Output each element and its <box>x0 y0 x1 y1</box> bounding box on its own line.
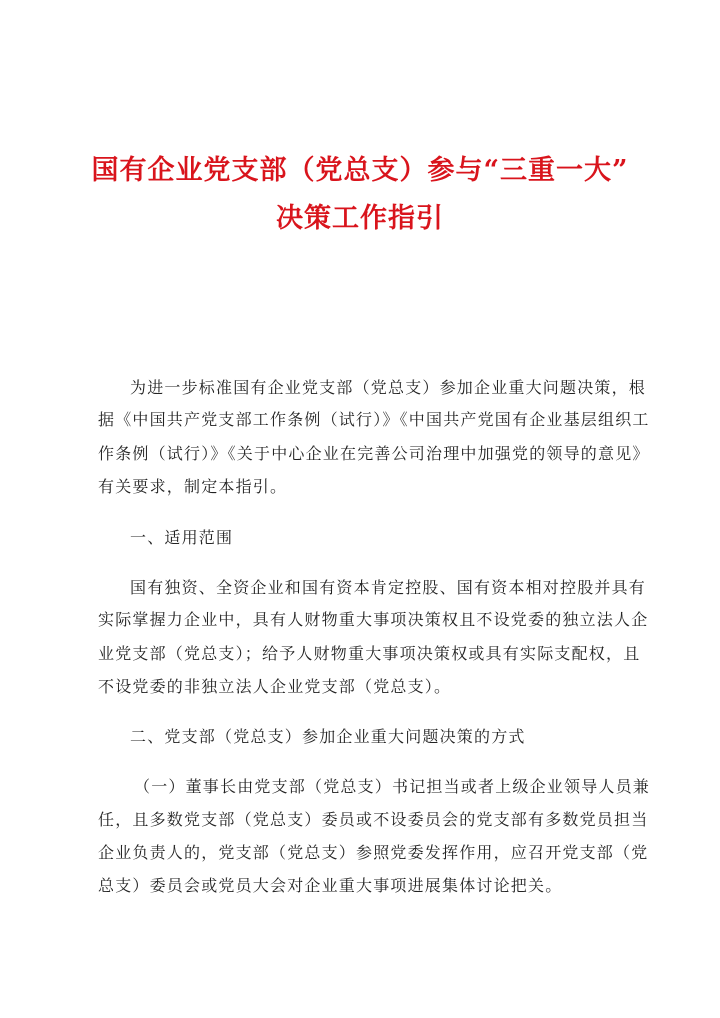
paragraph-intro-line: 作条例（试行）》《关于中心企业在完善公司治理中加强党的领导的意见》 <box>98 444 650 463</box>
document-title-line-2: 决策工作指引 <box>276 203 444 234</box>
paragraph-scope-line: 国有独资、全资企业和国有资本肯定控股、国有资本相对控股并具有 <box>130 578 647 597</box>
document-title-line-1: 国有企业党支部（党总支）参与“三重一大” <box>91 155 629 186</box>
paragraph-method-1-line: 任，且多数党支部（党总支）委员或不设委员会的党支部有多数党员担当 <box>98 810 649 829</box>
section-heading-methods: 二、党支部（党总支）参加企业重大问题决策的方式 <box>130 727 526 746</box>
paragraph-method-1-line: 企业负责人的，党支部（党总支）参照党委发挥作用，应召开党支部（党 <box>98 843 649 862</box>
paragraph-method-1-line: （一）董事长由党支部（党总支）书记担当或者上级企业领导人员兼 <box>134 777 651 796</box>
section-heading-scope: 一、适用范围 <box>130 528 234 547</box>
paragraph-scope-line: 实际掌握力企业中，具有人财物重大事项决策权且不设党委的独立法人企 <box>98 610 649 629</box>
paragraph-intro-line: 据《中国共产党支部工作条例（试行）》《中国共产党国有企业基层组织工 <box>98 410 650 429</box>
paragraph-intro-line: 有关要求，制定本指引。 <box>98 477 288 496</box>
paragraph-intro-line: 为进一步标准国有企业党支部（党总支）参加企业重大问题决策，根 <box>130 378 647 397</box>
paragraph-scope-line: 业党支部（党总支）；给予人财物重大事项决策权或具有实际支配权，且 <box>98 644 641 663</box>
paragraph-method-1-line: 总支）委员会或党员大会对企业重大事项进展集体讨论把关。 <box>98 876 563 895</box>
paragraph-scope-line: 不设党委的非独立法人企业党支部（党总支）。 <box>98 677 452 696</box>
